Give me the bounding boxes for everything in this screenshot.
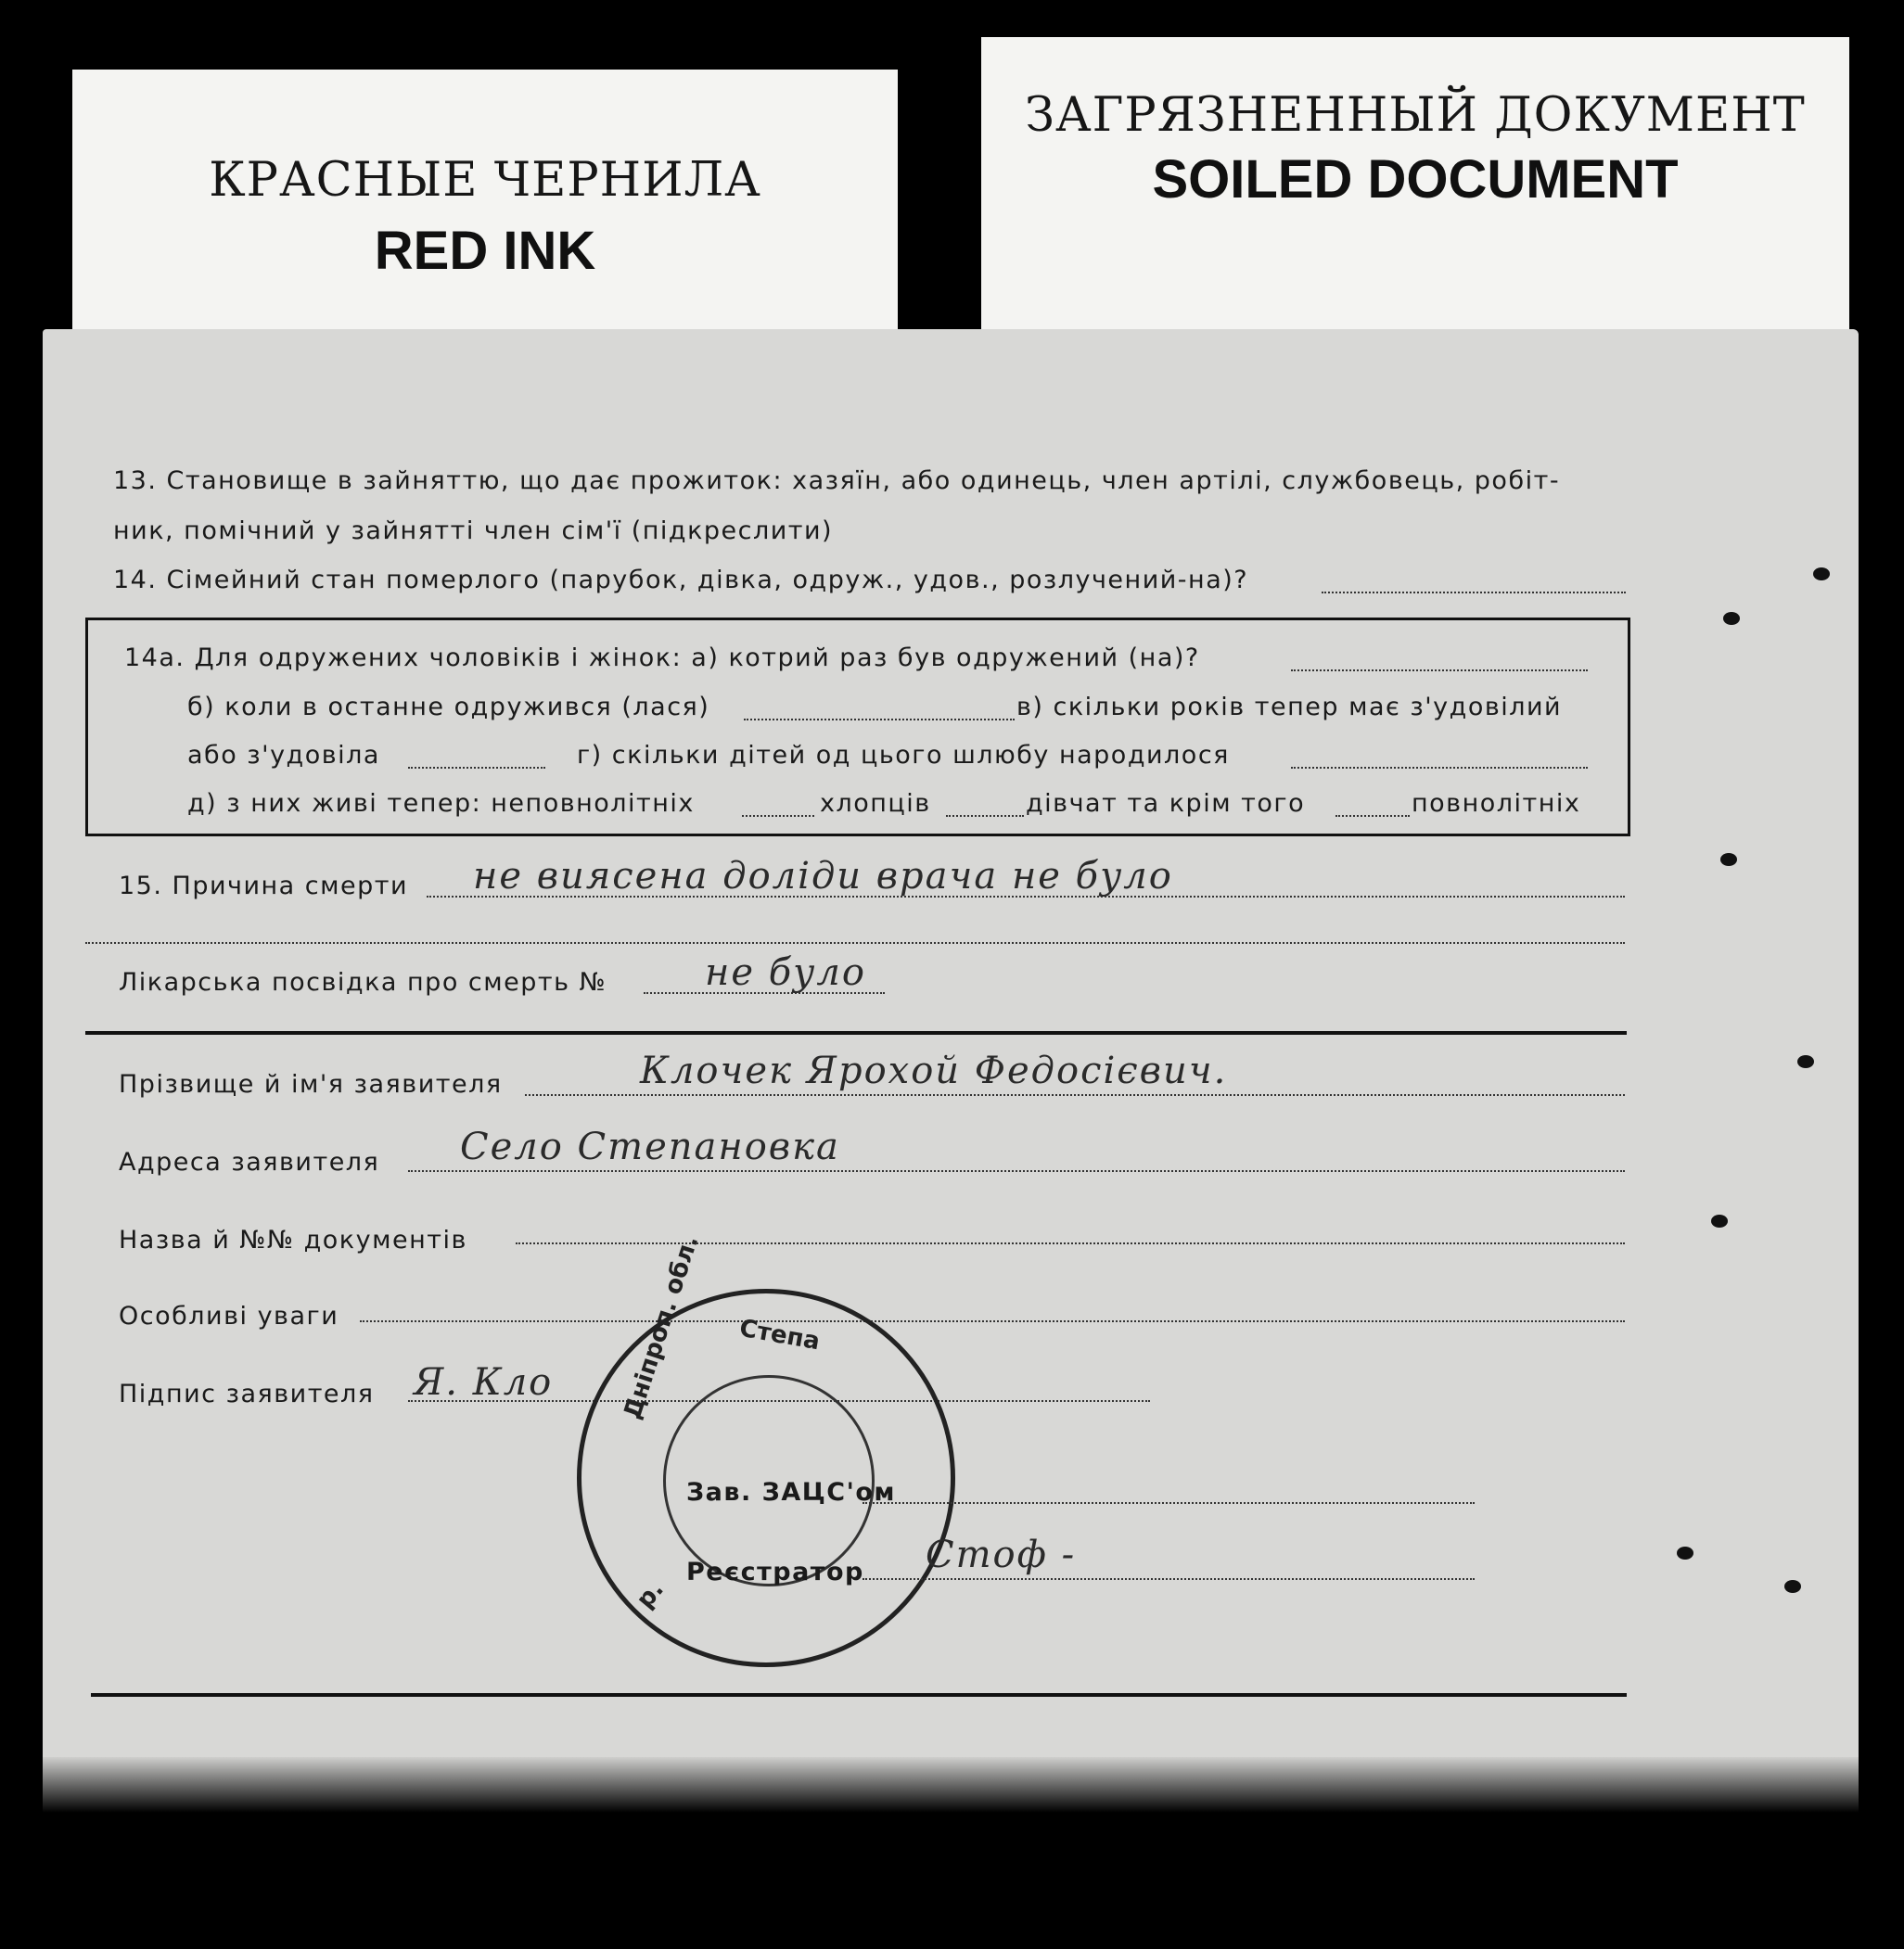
punch-hole [1723,612,1740,625]
item-13-line-2: ник, помічний у зайнятті член сім'ї (підкреслити) [113,516,834,545]
punch-hole [1720,853,1737,866]
soiled-document-russian: ЗАГРЯЗНЕННЫЙ ДОКУМЕНТ [1025,88,1806,143]
stamp-text-left: Дніпроп. обл. [619,1231,705,1423]
item-14a-d-boys: хлопців [820,789,931,818]
stamp-text-bottom: р. [631,1575,670,1614]
documents-label: Назва й №№ документів [119,1226,467,1255]
red-ink-label-card [72,70,898,332]
item-14a-b-blank [744,719,1015,720]
special-notes-label: Особливі уваги [119,1302,339,1331]
punch-hole [1711,1215,1728,1228]
item-15-cause-label: 15. Причина смерти [119,872,409,900]
applicant-name-blank [525,1094,1625,1096]
zags-head-blank [863,1502,1475,1504]
medical-certificate-handwritten: не було [705,951,866,994]
applicant-address-label: Адреса заявителя [119,1148,380,1177]
item-14a-d-girls: дівчат та крім того [1026,789,1306,818]
item-14a-v: в) скільки років тепер має з'удовілий [1016,693,1563,721]
item-14a-d-blank-2 [946,815,1024,817]
soiled-document-label-card [981,37,1849,332]
zags-head-label: Зав. ЗАЦС'ом [686,1478,896,1507]
item-14a-b: б) коли в останне одружився (лася) [187,693,710,721]
item-14-blank [1322,592,1626,593]
item-14a-g: г) скільки дітей од цього шлюбу народилося [577,741,1230,770]
applicant-signature-label: Підпис заявителя [119,1380,375,1408]
red-ink-english: RED INK [374,221,596,281]
item-14a-d-blank-1 [742,815,814,817]
item-14a-abo-blank [408,767,545,769]
applicant-signature-handwritten: Я. Кло [414,1361,554,1404]
registrar-label: Реєстратор [686,1558,864,1586]
item-15-blank-2 [85,942,1625,944]
applicant-address-blank [408,1170,1625,1172]
section-divider [85,1031,1627,1035]
punch-hole [1784,1580,1801,1593]
bottom-rule [91,1693,1627,1697]
soiled-document-english: SOILED DOCUMENT [1152,149,1679,210]
medical-certificate-label: Лікарська посвідка про смерть № [119,968,607,997]
item-14a-d-adults: повнолітніх [1412,789,1581,818]
red-ink-russian: КРАСНЫЕ ЧЕРНИЛА [209,153,761,208]
registrar-signature-handwritten: Стоф - [926,1534,1077,1576]
item-14a-d-minors: д) з них живі тепер: неповнолітніх [187,789,695,818]
item-14a-line-1: 14а. Для одружених чоловіків і жінок: а) котрий раз був одружений (на)? [124,643,1200,672]
punch-hole [1797,1055,1814,1068]
punch-hole [1813,567,1830,580]
item-15-cause-handwritten: не виясена доліди врача не було [473,855,1173,898]
applicant-name-label: Прізвище й ім'я заявителя [119,1070,503,1099]
item-14-marital-status: 14. Сімейний стан померлого (парубок, дівка, одруж., удов., розлучений-на)? [113,566,1249,594]
applicant-name-handwritten: Клочек Ярохой Федосієвич. [640,1050,1228,1092]
special-notes-blank [360,1320,1625,1322]
punch-hole [1677,1547,1693,1560]
item-14a-d-blank-3 [1335,815,1410,817]
applicant-address-handwritten: Село Степановка [460,1126,840,1168]
item-14a-a-blank [1291,669,1588,671]
stamp-text-top: Степа [737,1314,823,1357]
item-14a-abo: або з'удовіла [187,741,380,770]
item-13-line-1: 13. Становище в зайняттю, що дає прожиток: хазяїн, або одинець, член артілі, службовець, робіт- [113,466,1561,495]
item-14a-g-blank [1291,767,1588,769]
registrar-blank [863,1578,1475,1580]
